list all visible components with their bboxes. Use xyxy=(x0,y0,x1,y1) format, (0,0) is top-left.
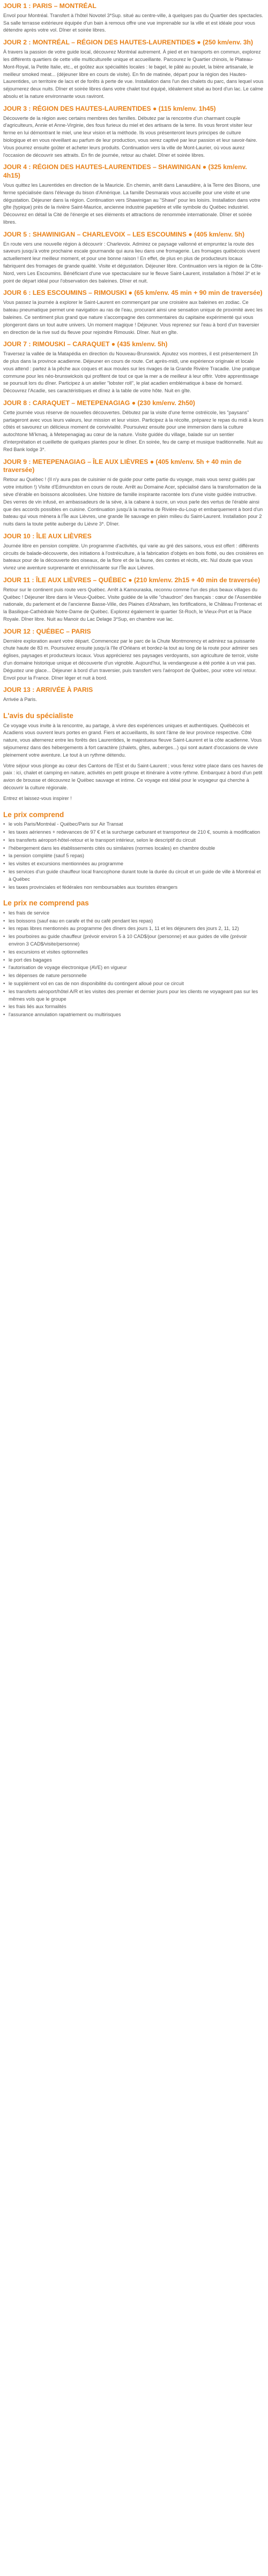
day-description: Retour au Québec ! (Il n'y aura pas de cuisinier ni de guide pour cette partie du voyage, mais vous serez guidés par votre intuition !) Visite d'Edmundston en cours de route. Arrêt au Domaine Acer, spécialisé dans la transformation de la sève d'érable en boissons alcoolisées. Une histoire de famille inspirante racontée lors d'une visite guidée instructive. Des verres de vin infusé, en ambassadeurs de la sève, à la cabane à sucre, un vous parle des vertus de l'érable ainsi que des accords possibles en cuisine. Continuation jusqu'à la marina de Rivière-du-Loup et embarquement à bord d'un bateau qui vous mènera à l'Île aux Lièvres, une grande île sauvage en plein milieu du Saint-Laurent. Installation pour 2 nuits dans la toute petite auberge du Lièvre 3*. Dîner. xyxy=(3,477,263,527)
list-item-text: les frais de service xyxy=(9,910,50,916)
day-block xyxy=(3,576,264,623)
list-item xyxy=(3,860,264,868)
day-block xyxy=(3,532,264,572)
bullet-icon: • xyxy=(3,884,5,890)
list-item xyxy=(3,964,264,972)
list-item xyxy=(3,933,264,948)
bullet-icon: • xyxy=(3,965,5,971)
list-item-text: le vols Paris/Montréal - Québec/Paris sur Air Transat xyxy=(9,821,123,827)
bullet-icon: • xyxy=(3,829,5,835)
bullet-icon: • xyxy=(3,853,5,859)
bullet-icon: • xyxy=(3,1012,5,1018)
day-block xyxy=(3,231,264,285)
day-description: Envol pour Montréal. Transfert à l'hôtel Novotel 3*Sup. situé au centre-ville, à quelques pas du Quartier des spectacles. Sa salle terrasse extérieure équipée d'un bain à remous offre une vue imprenable sur la ville et est idéale pour vous détendre après votre vol. Dîner et soirée libres. xyxy=(3,12,263,33)
day-block xyxy=(3,399,264,454)
day-title: JOUR 4 : RÉGION DES HAUTES-LAURENTIDES – SHAWINIGAN ● (325 km/env. 4h15) xyxy=(3,163,247,180)
bullet-icon: • xyxy=(3,910,5,916)
day-description: Retour sur le continent puis route vers Québec. Arrêt à Kamouraska, reconnu comme l'un des plus beaux villages du Québec ! Déjeuner libre dans le Vieux-Québec. Visite guidée de la ville "chaudron" des français : cœur de l'Assemblée nationale, du parlement et de l'ancienne Basse-Ville, des Plaines d'Abraham, les fortifications, le Château Frontenac et la Basilique-Cathédrale Notre-Dame de Québec. Explorez également le quartier St-Roch, le Vieux-Port et la Place Royale. Dîner libre. Nuit au Manoir du Lac Delage 3*Sup, en chambre vue lac. xyxy=(3,586,262,622)
day-description: Journée libre en pension complète. Un programme d'activités, qui varie au gré des saisons, vous est offert : différents circuits de balade-découverte, des initiations à l'ostréiculture, à la fabrication d'objets en bois flotté, ou des croisières en bateaux pour de la découverte des oiseaux, de la flore et de la faune, des contes et récits, etc. Nul doute que vous vivrez une aventure surprenante et enrichissante sur l'Île aux Lièvres. xyxy=(3,543,264,571)
bullet-icon: • xyxy=(3,861,5,867)
day-title: JOUR 10 : ÎLE AUX LIÈVRES xyxy=(3,532,92,540)
price-excludes-title: Le prix ne comprend pas xyxy=(3,899,89,908)
day-title: JOUR 12 : QUÉBEC – PARIS xyxy=(3,627,91,635)
bullet-icon: • xyxy=(3,949,5,955)
list-item-text: la pension complète (sauf 5 repas) xyxy=(9,853,84,859)
list-item-text: les taxes aériennes + redevances de 97 € et la surcharge carburant et transporteur de 210 €, soumis à modification xyxy=(9,829,260,835)
bullet-icon: • xyxy=(3,926,5,932)
list-item-text: les repas libres mentionnés au programme (les dîners des jours 1, 11 et les déjeuners des jours 2, 11, 12) xyxy=(9,926,239,932)
price-excludes-list xyxy=(3,910,264,1019)
day-description: Vous passez la journée à explorer le Saint-Laurent en commençant par une croisière aux baleines en zodiac. Ce bateau pneumatique permet une navigation au ras de l'eau, procurant ainsi une sensation unique de proximité avec les baleines. Ce sentiment plus grand que nature s'accompagne des commentaires du capitaine expérimenté qui vous plongeront dans un tout autre univers. Un moment magique ! Déjeuner. Vous reprenez sur l'eau à bord d'un traversier en direction de la rive sud du fleuve pour rejoindre Rimouski. Dîner. Nuit en gîte. xyxy=(3,300,263,335)
page xyxy=(0,0,268,1030)
day-description: En route vers une nouvelle région à découvrir : Charlevoix. Admirez ce paysage vallonné et empruntez la route des saveurs jusqu'à votre prochaine escale gourmande qui aura lieu dans une fromagerie. Les fromages québécois vivent actuellement leur meilleur moment, et pour une bonne raison ! En effet, de plus en plus de producteurs locaux fabriquent des fromages de grande qualité. Visite et dégustation. Déjeuner libre. Continuation vers la région de la Côte-Nord, vers Les Escoumins. Bénéficiant d'une vue spectaculaire sur le fleuve Saint-Laurent, installation à l'hôtel 3* et le point de départ idéal pour l'observation des baleines. Dîner et nuit. xyxy=(3,241,263,284)
list-item-text: les transferts aéroport-hôtel-retour et le transport intérieur, selon le descriptif du circuit xyxy=(9,837,196,843)
day-title: JOUR 1 : PARIS – MONTRÉAL xyxy=(3,2,96,10)
list-item xyxy=(3,845,264,852)
list-item-text: les visites et excursions mentionnées au programme xyxy=(9,861,123,867)
day-description: Cette journée vous réserve de nouvelles découvertes. Débutez par la visite d'une ferme ostréicole, les "paysans" partageront avec vous leurs valeurs, leur mission et leur vision. Participez à la récolte, préparez le repas du midi à leurs côtés et savourez un délicieux moment de convivialité. Poursuivez ensuite pour une immersion dans la culture autochtone Mi'kmaq, à Metepenagiag au cœur de la nature. Visite guidée du village, balade sur un sentier d'interprétation et cueillette de quelques plantes pour le dîner. En soirée, feu de camp et musique traditionnelle. Nuit au Red Bank lodge 3*. xyxy=(3,409,264,452)
itinerary-days xyxy=(3,2,264,704)
list-item-text: l'hébergement dans les établissements cités ou similaires (normes locales) en chambre double xyxy=(9,845,215,851)
day-block xyxy=(3,2,264,34)
list-item-text: l'autorisation de voyage électronique (AVE) en vigueur xyxy=(9,965,127,971)
list-item xyxy=(3,949,264,956)
bullet-icon: • xyxy=(3,934,5,940)
specialist-paragraph: Ce voyage vous invite à la rencontre, au partage, à vivre des expériences uniques et authentiques. Québécois et Acadiens vous ouvrent leurs portes en grand. Fiers et accueillants, ils sont l'âme de leur province respective. Côté nature, vous alternerez entre les forêts des Laurentides, le majestueux fleuve Saint-Laurent et la côte acadienne. Vous séjournerez dans des hébergements à fort caractère (chalets, gîtes, auberges...) qui sont autant d'occasions de vivre pleinement votre aventure. Le tout à un rythme détendu. xyxy=(3,722,262,758)
list-item xyxy=(3,925,264,933)
list-item xyxy=(3,852,264,860)
specialist-opinion-body xyxy=(3,722,264,803)
list-item xyxy=(3,884,264,891)
price-includes-list xyxy=(3,821,264,891)
specialist-paragraph: Votre séjour vous plonge au cœur des Cantons de l'Est et du Saint-Laurent ; vous ferez votre place dans ces havres de paix : ici, chalet et camping en nature, activités en petit groupe et itinéraire à votre rythme. Embarquez à bord d'un petit avion de brousse et découvrez le Québec sauvage et intime. Ce voyage est idéal pour le voyageur qui cherche à découvrir la culture régionale. xyxy=(3,763,263,790)
bullet-icon: • xyxy=(3,981,5,987)
day-title: JOUR 3 : RÉGION DES HAUTES-LAURENTIDES ● (115 km/env. 1h45) xyxy=(3,104,216,112)
bullet-icon: • xyxy=(3,845,5,851)
day-title: JOUR 13 : ARRIVÉE À PARIS xyxy=(3,686,93,694)
list-item xyxy=(3,957,264,964)
day-block xyxy=(3,340,264,395)
list-item-text: les transferts aéroport/hôtel A/R et les visites des premier et dernier jours pour les clients ne voyageant pas sur les mêmes vols que le groupe xyxy=(9,988,258,1002)
day-block xyxy=(3,163,264,226)
list-item xyxy=(3,821,264,828)
specialist-paragraph: Entrez et laissez-vous inspirer ! xyxy=(3,795,72,801)
day-description: Découverte de la région avec certains membres des familles. Débutez par la rencontre d'un charmant couple d'agriculteurs, Annie et Anne-Virginie, des fous furieux du miel et des artisans de la terre. Ils vous feront visiter leur ferme en lui démontrant le miel, une leur vision et la méthode. Ils vous présenteront leurs principes de culture biologique et en vous réveillant au parfum de leur production, vous serez captivé par leur passion et leur savoir-faire. Vous pourrez ensuite goûter et acheter leurs produits. Continuation vers la ville de Mont-Laurier, où vous aurez l'occasion de découvrir ses attraits. En fin de journée, retour au chalet. Dîner et soirée libres. xyxy=(3,115,257,158)
list-item xyxy=(3,1011,264,1019)
day-block xyxy=(3,458,264,528)
list-item xyxy=(3,837,264,844)
day-block xyxy=(3,628,264,682)
list-item xyxy=(3,918,264,925)
list-item xyxy=(3,910,264,917)
list-item-text: les services d'un guide chauffeur local francophone durant toute la durée du circuit et un guide de ville à Montréal et à Québec xyxy=(9,868,261,882)
day-description: Traversez la vallée de la Matapédia en direction du Nouveau-Brunswick. Ajoutez vos montres, il est présentement 1h de plus dans la province acadienne. Déjeuner en cours de route. Cet après-midi, une expérience originale et locale vous attend : partez à la pêche aux coques et aux moules sur les rivages de la Grande Rivière Tracadie. Une pratique commune pour les néo-brunswickois qui profitent de tout ce que la mer a de meilleur à leur offrir. Votre apprentissage se poursuit lors du dîner. Participez à un atelier "lobster roll", le plat acadien emblématique à base de homard. Découvrez l'Acadie, ses caractéristiques et dînez à la table de votre hôte. Nuit en gîte. xyxy=(3,351,260,394)
list-item-text: les frais liés aux formalités xyxy=(9,1004,66,1010)
bullet-icon: • xyxy=(3,821,5,827)
list-item xyxy=(3,980,264,988)
bullet-icon: • xyxy=(3,988,5,994)
list-item xyxy=(3,988,264,1003)
day-description: Vous quittez les Laurentides en direction de la Mauricie. En chemin, arrêt dans Lanaudière, à la Terre des Bisons, une ferme spécialisée dans l'élevage du bison d'Amérique. La famille Desmarais vous accueille pour une visite et une dégustation. Déjeuner dans la région. Continuation vers Shawinigan au "Shawi" pour les loisirs. Installation dans votre gîte (typique) près de la rivière Saint-Maurice, ancienne industrie papetière et ville symbole du Québec industriel. Découvrez en détail la Cité de l'énergie et ses éléments et attractions de renommée internationale. Dîner et soirée libres. xyxy=(3,182,260,225)
list-item-text: l'assurance annulation rapatriement ou multirisques xyxy=(9,1012,121,1018)
day-title: JOUR 9 : METEPENAGIAG – ÎLE AUX LIÈVRES ● (405 km/env. 5h + 40 min de traversée) xyxy=(3,458,242,474)
day-title: JOUR 8 : CARAQUET – METEPENAGIAG ● (230 km/env. 2h50) xyxy=(3,399,195,407)
day-description: À travers la passion de votre guide local, découvrez Montréal autrement. À pied et en transports en commun, explorez les différents quartiers de cette ville multiculturelle unique et accueillante. Parcourez le Quartier chinois, le Plateau-Mont-Royal, la Petite Italie, etc., et goûtez aux spécialités locales : le bagel, le pâté au poulet, la bière artisanale, le meilleur smoked meat... (déjeuner libre en cours de visite). En fin de matinée, départ pour la région des Hautes-Laurentides, un territoire de lacs et de forêts à perte de vue. Installation dans l'un des chalets du parc, dans lequel vous séjournerez deux nuits. Dîner et soirée libres dans votre chalet tout équipé, idéalement situé au bord d'un lac. Le calme absolu et la nature environnante vous raviront. xyxy=(3,49,264,99)
bullet-icon: • xyxy=(3,973,5,979)
list-item xyxy=(3,972,264,980)
day-description: Dernière exploration avant votre départ. Commencez par le parc de la Chute Montmorency et admirez sa puissante chute haute de 83 m. Poursuivez ensuite jusqu'à l'île d'Orléans et bordez-la tout au long de la route pour admirer ses églises, paysages et producteurs locaux. Vous apprécierez ses paysages verdoyants, son agriculture de terroir, visite d'un domaine historique unique et découverte d'un vignoble. Aujourd'hui, la vendangeuse a été portée à un vrai pas. Dégustez une glace... Déjeuner à bord d'un traversier, puis transfert vers l'aéroport de Québec, pour votre vol retour. Envol pour la France. Dîner léger et nuit à bord. xyxy=(3,638,258,681)
day-block xyxy=(3,105,264,159)
list-item xyxy=(3,868,264,883)
list-item-text: les boissons (sauf eau en carafe et thé ou café pendant les repas) xyxy=(9,918,153,924)
day-title: JOUR 2 : MONTRÉAL – RÉGION DES HAUTES-LAURENTIDES ● (250 km/env. 3h) xyxy=(3,39,254,47)
list-item-text: le port des bagages xyxy=(9,957,52,963)
day-title: JOUR 11 : ÎLE AUX LIÈVRES – QUÉBEC ● (210 km/env. 2h15 + 40 min de traversée) xyxy=(3,576,260,584)
bullet-icon: • xyxy=(3,1004,5,1010)
day-description: Arrivée à Paris. xyxy=(3,697,37,703)
list-item-text: les dépenses de nature personnelle xyxy=(9,973,87,979)
specialist-opinion-title: L'avis du spécialiste xyxy=(3,712,73,720)
list-item xyxy=(3,829,264,836)
price-includes-title: Le prix comprend xyxy=(3,810,64,819)
list-item-text: le supplément vol en cas de non disponibilité du contingent alloué pour ce circuit xyxy=(9,981,184,987)
day-title: JOUR 6 : LES ESCOUMINS – RIMOUSKI ● (65 km/env. 45 min + 90 min de traversée) xyxy=(3,289,263,297)
list-item xyxy=(3,1003,264,1011)
day-block xyxy=(3,686,264,704)
day-block xyxy=(3,289,264,336)
price-excludes-section xyxy=(3,898,264,1019)
list-item-text: les pourboires au guide chauffeur (prévoir environ 5 à 10 CAD$/jour (personne) et aux guides de ville (prévoir environ 3 CAD$/visite/personne) xyxy=(9,934,247,947)
bullet-icon: • xyxy=(3,957,5,963)
price-includes-section xyxy=(3,810,264,891)
specialist-opinion-section xyxy=(3,711,264,803)
bullet-icon: • xyxy=(3,837,5,843)
bullet-icon: • xyxy=(3,918,5,924)
bullet-icon: • xyxy=(3,868,5,874)
day-title: JOUR 5 : SHAWINIGAN – CHARLEVOIX – LES ESCOUMINS ● (405 km/env. 5h) xyxy=(3,230,245,238)
list-item-text: les taxes provinciales et fédérales non remboursables aux touristes étrangers xyxy=(9,884,178,890)
day-block xyxy=(3,39,264,100)
list-item-text: les excursions et visites optionnelles xyxy=(9,949,88,955)
day-title: JOUR 7 : RIMOUSKI – CARAQUET ● (435 km/env. 5h) xyxy=(3,340,168,348)
